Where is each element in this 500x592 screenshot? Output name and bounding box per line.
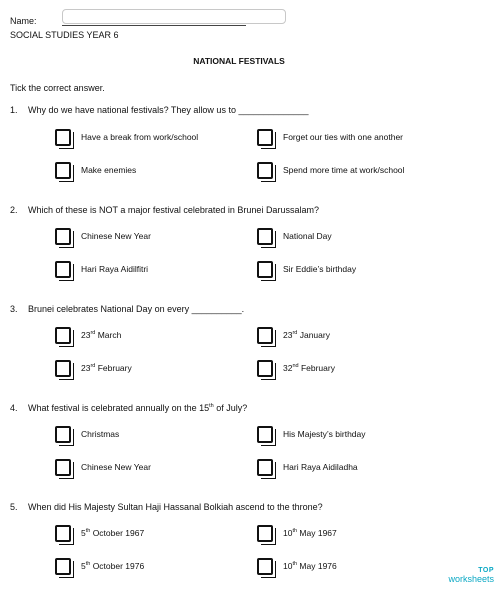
logo-bottom-text: worksheets (448, 574, 494, 584)
option-label: 32nd February (283, 363, 335, 373)
checkbox[interactable] (55, 459, 71, 476)
question-3 (10, 304, 244, 314)
option-label: 5th October 1967 (81, 528, 145, 538)
option-label: 5th October 1976 (81, 561, 145, 571)
topworksheets-logo (448, 566, 494, 584)
checkbox[interactable] (55, 228, 71, 245)
worksheet-title: NATIONAL FESTIVALS (193, 56, 285, 66)
question-text: Brunei celebrates National Day on every __________. (28, 304, 245, 314)
option-label: Spend more time at work/school (283, 165, 405, 175)
checkbox[interactable] (257, 228, 273, 245)
instruction-text: Tick the correct answer. (10, 83, 105, 93)
checkbox[interactable] (257, 261, 273, 278)
logo-top-text: TOP (478, 567, 494, 574)
checkbox[interactable] (55, 261, 71, 278)
option-label: 10th May 1967 (283, 528, 337, 538)
checkbox[interactable] (257, 327, 273, 344)
checkbox[interactable] (55, 129, 71, 146)
checkbox[interactable] (257, 360, 273, 377)
checkbox[interactable] (55, 558, 71, 575)
checkbox[interactable] (55, 327, 71, 344)
question-number: 3. (10, 304, 18, 314)
option-label: Hari Raya Aidilfitri (81, 264, 149, 274)
option-label: Forget our ties with one another (283, 132, 404, 142)
checkbox[interactable] (257, 162, 273, 179)
checkbox[interactable] (257, 426, 273, 443)
checkbox[interactable] (257, 558, 273, 575)
option-label: 23rd February (81, 363, 132, 373)
question-text: When did His Majesty Sultan Haji Hassanal Bolkiah ascend to the throne? (28, 502, 323, 512)
option-label: National Day (283, 231, 332, 241)
question-number: 5. (10, 502, 18, 512)
question-4 (10, 403, 247, 413)
checkbox[interactable] (257, 525, 273, 542)
checkbox[interactable] (55, 426, 71, 443)
name-underline (62, 25, 246, 26)
question-1 (10, 105, 309, 115)
question-text: Why do we have national festivals? They allow us to ______________ (28, 105, 309, 115)
option-label: Make enemies (81, 165, 137, 175)
option-label: Christmas (81, 429, 120, 439)
option-label: Hari Raya Aidiladha (283, 462, 358, 472)
question-5 (10, 502, 323, 512)
class-label: SOCIAL STUDIES YEAR 6 (10, 30, 119, 40)
checkbox[interactable] (257, 129, 273, 146)
option-label: 10th May 1976 (283, 561, 337, 571)
question-number: 2. (10, 205, 18, 215)
question-number: 1. (10, 105, 18, 115)
name-input[interactable] (62, 9, 286, 24)
checkbox[interactable] (55, 525, 71, 542)
checkbox[interactable] (55, 162, 71, 179)
option-label: His Majesty’s birthday (283, 429, 366, 439)
question-number: 4. (10, 403, 18, 413)
question-2 (10, 205, 319, 215)
question-text: What festival is celebrated annually on the 15th of July? (28, 403, 248, 413)
option-label: Sir Eddie’s birthday (283, 264, 357, 274)
checkbox[interactable] (55, 360, 71, 377)
checkbox[interactable] (257, 459, 273, 476)
question-text: Which of these is NOT a major festival celebrated in Brunei Darussalam? (28, 205, 319, 215)
option-label: 23rd March (81, 330, 122, 340)
option-label: Chinese New Year (81, 462, 151, 472)
option-label: 23rd January (283, 330, 330, 340)
name-label: Name: (10, 16, 37, 26)
option-label: Chinese New Year (81, 231, 151, 241)
option-label: Have a break from work/school (81, 132, 199, 142)
